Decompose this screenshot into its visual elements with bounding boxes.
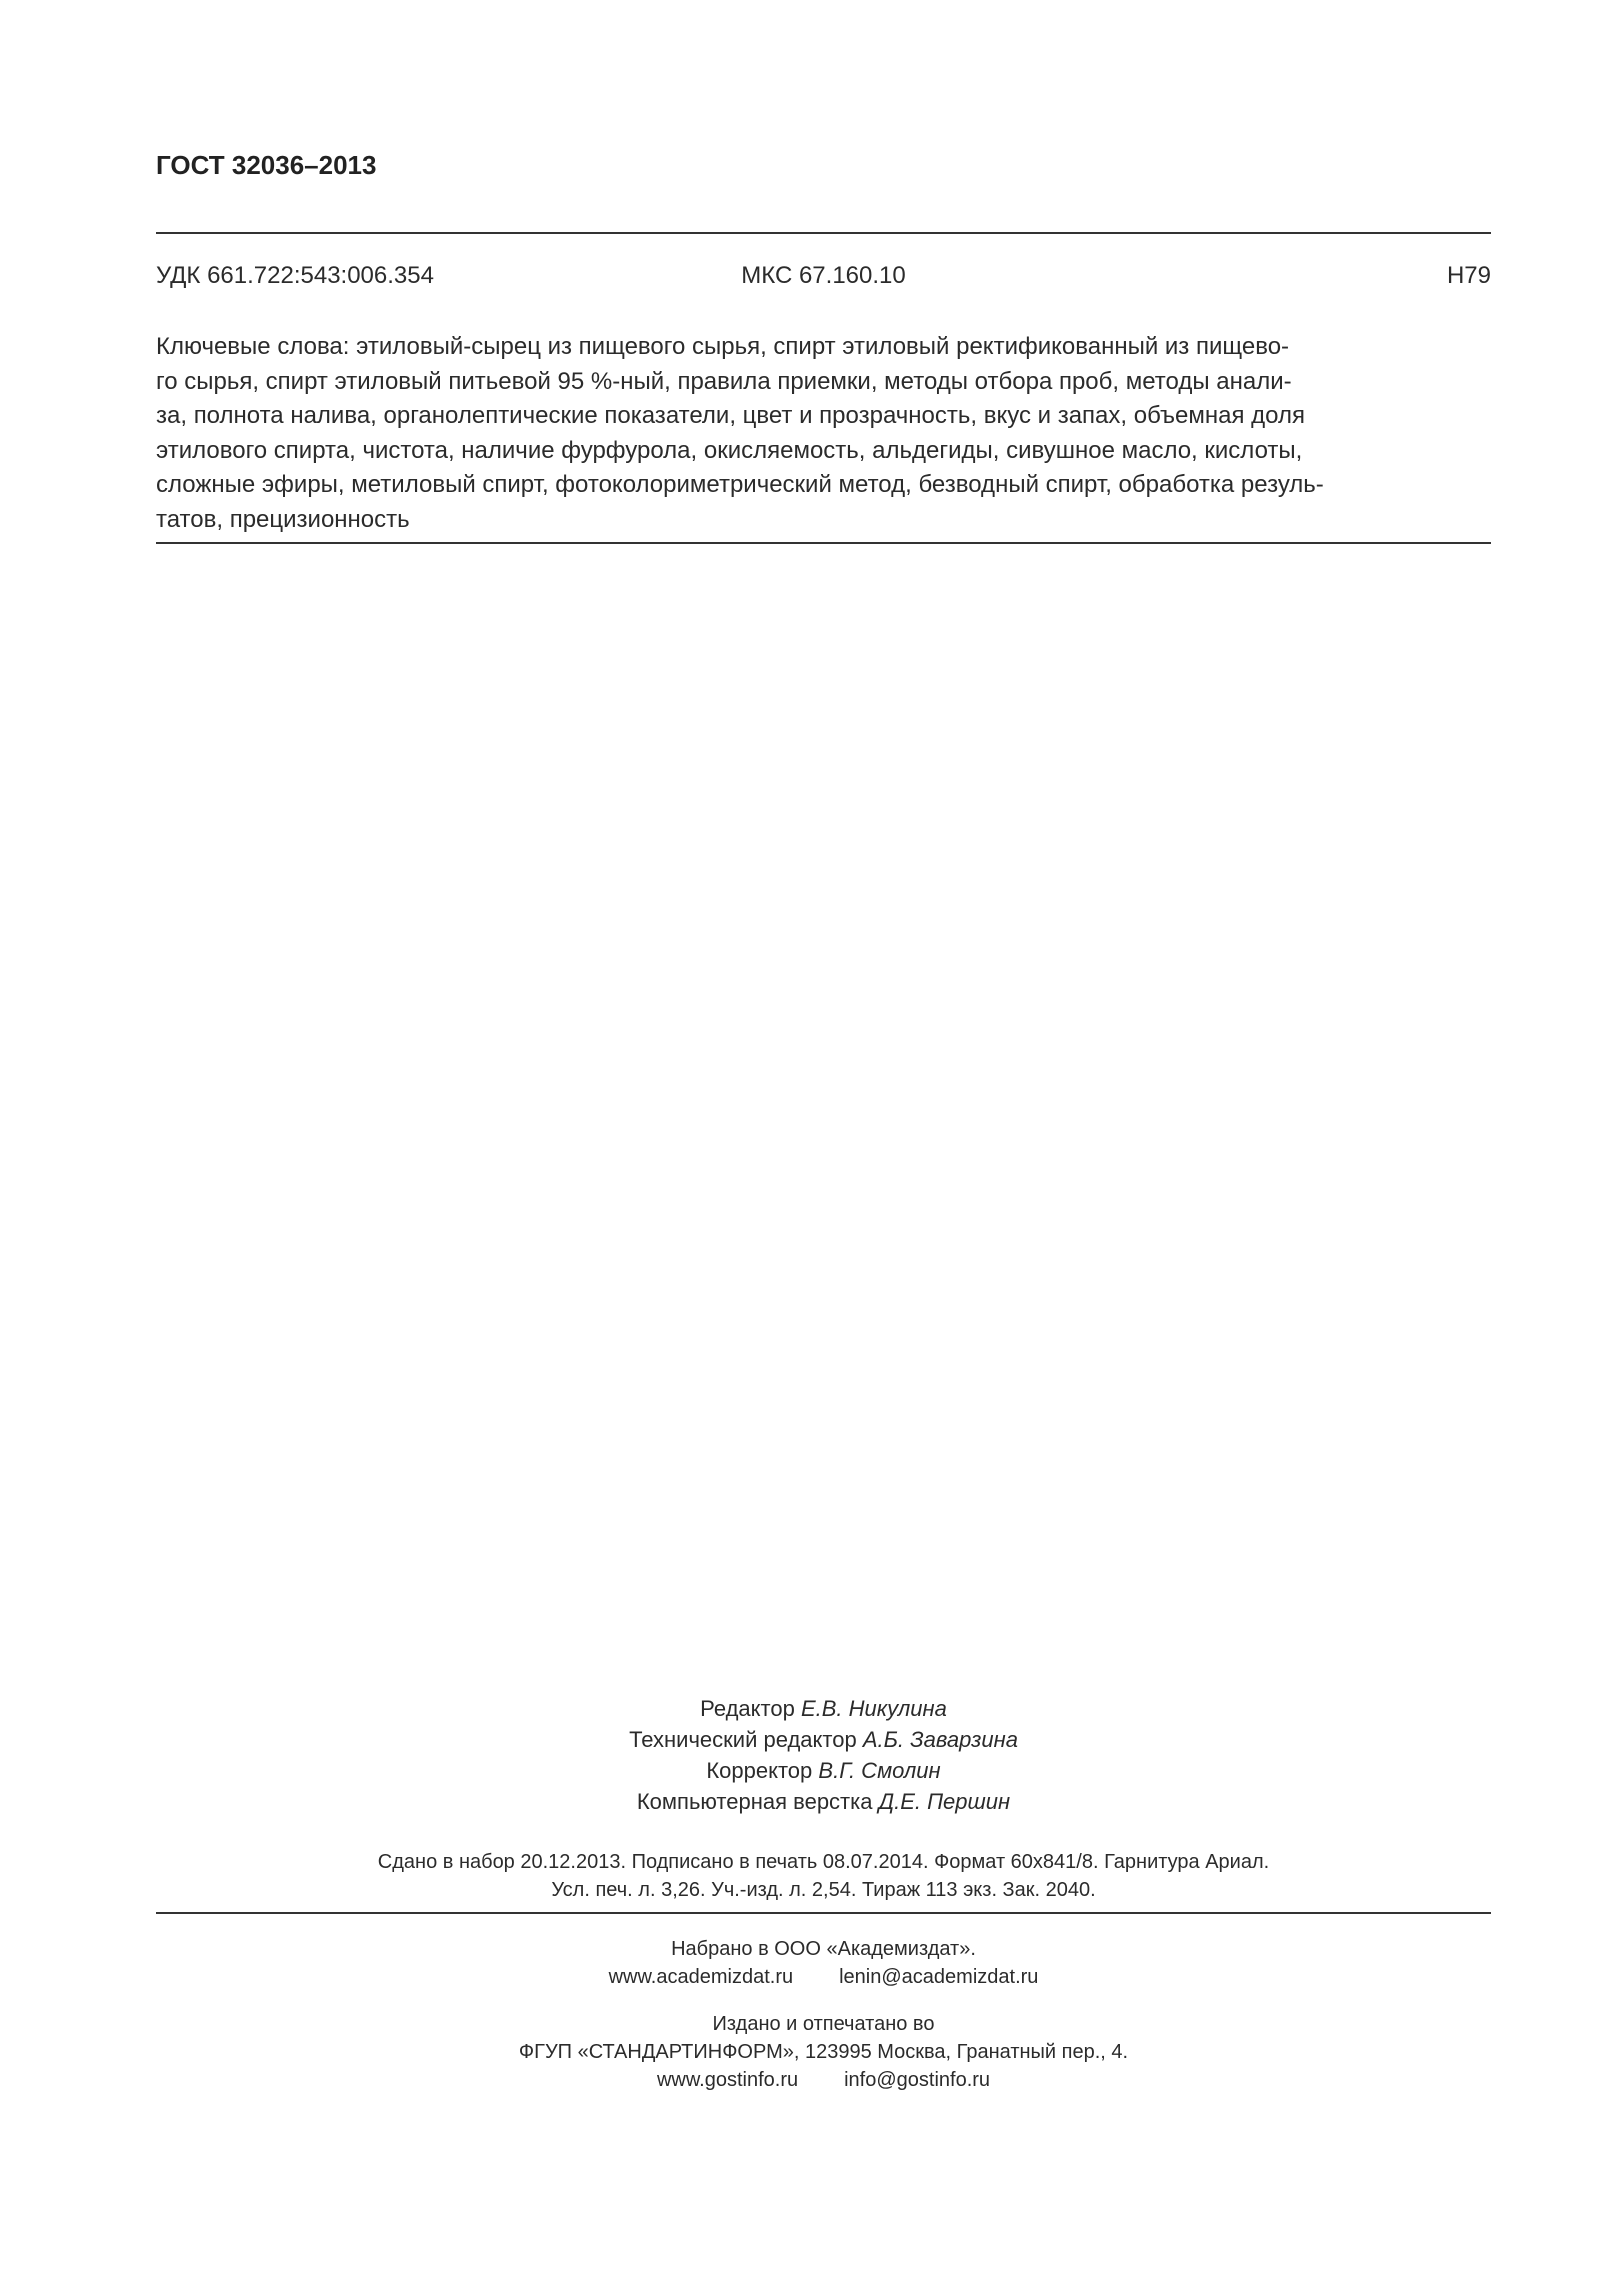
printer-name: Набрано в ООО «Академиздат». xyxy=(671,1938,976,1960)
layout-credit xyxy=(156,1786,1491,1817)
keywords-paragraph xyxy=(156,330,1491,538)
keywords-line: сложные эфиры, метиловый спирт, фотоколориметрический метод, безводный спирт, обработка резуль- xyxy=(156,471,1324,499)
editor-credit xyxy=(156,1693,1491,1724)
keywords-line: за, полнота налива, органолептические показатели, цвет и прозрачность, вкус и запах, объемная доля xyxy=(156,402,1305,430)
printer-website: www.academizdat.ru xyxy=(608,1966,794,1988)
layout-name: Д.Е. Першин xyxy=(878,1789,1011,1814)
publisher-contacts xyxy=(156,2066,1491,2094)
top-divider xyxy=(156,232,1491,234)
corrector-credit xyxy=(156,1755,1491,1786)
udk-code: УДК 661.722:543:006.354 xyxy=(156,262,434,289)
editor-name: Е.В. Никулина xyxy=(800,1696,947,1721)
printer-email: lenin@academizdat.ru xyxy=(839,1966,1039,1988)
imprint-line: Сдано в набор 20.12.2013. Подписано в печать 08.07.2014. Формат 60х841/8. Гарнитура Ариал. xyxy=(377,1851,1270,1873)
mks-code: МКС 67.160.10 xyxy=(741,262,906,289)
imprint-block xyxy=(156,1848,1491,1904)
printer-contacts xyxy=(156,1963,1491,1991)
publisher-address: ФГУП «СТАНДАРТИНФОРМ», 123995 Москва, Гранатный пер., 4. xyxy=(518,2041,1129,2063)
tech-editor-role: Технический редактор xyxy=(629,1727,857,1752)
layout-role: Компьютерная верстка xyxy=(636,1789,873,1814)
group-code: Н79 xyxy=(1446,262,1491,289)
publisher-line: Издано и отпечатано во xyxy=(712,2013,935,2035)
corrector-role: Корректор xyxy=(706,1758,813,1783)
document-title: ГОСТ 32036–2013 xyxy=(156,150,377,180)
editor-role: Редактор xyxy=(700,1696,795,1721)
corrector-name: В.Г. Смолин xyxy=(818,1758,941,1783)
imprint-divider xyxy=(156,1912,1491,1914)
publisher-email: info@gostinfo.ru xyxy=(844,2069,991,2091)
imprint-line: Усл. печ. л. 3,26. Уч.-изд. л. 2,54. Тираж 113 экз. Зак. 2040. xyxy=(551,1879,1096,1901)
keywords-line: этилового спирта, чистота, наличие фурфурола, окисляемость, альдегиды, сивушное масло, кислоты, xyxy=(156,436,1303,464)
tech-editor-name: А.Б. Заварзина xyxy=(862,1727,1018,1752)
publisher-block xyxy=(156,2010,1491,2094)
keywords-divider xyxy=(156,542,1491,544)
keywords-line: го сырья, спирт этиловый питьевой 95 %-ный, правила приемки, методы отбора проб, методы анали- xyxy=(156,367,1292,395)
keywords-line: татов, прецизионность xyxy=(156,505,410,533)
tech-editor-credit xyxy=(156,1724,1491,1755)
keywords-line: Ключевые слова: этиловый-сырец из пищевого сырья, спирт этиловый ректификованный из пищево- xyxy=(156,333,1290,360)
publisher-website: www.gostinfo.ru xyxy=(656,2069,799,2091)
printer-block xyxy=(156,1935,1491,1991)
staff-credits xyxy=(156,1693,1491,1817)
